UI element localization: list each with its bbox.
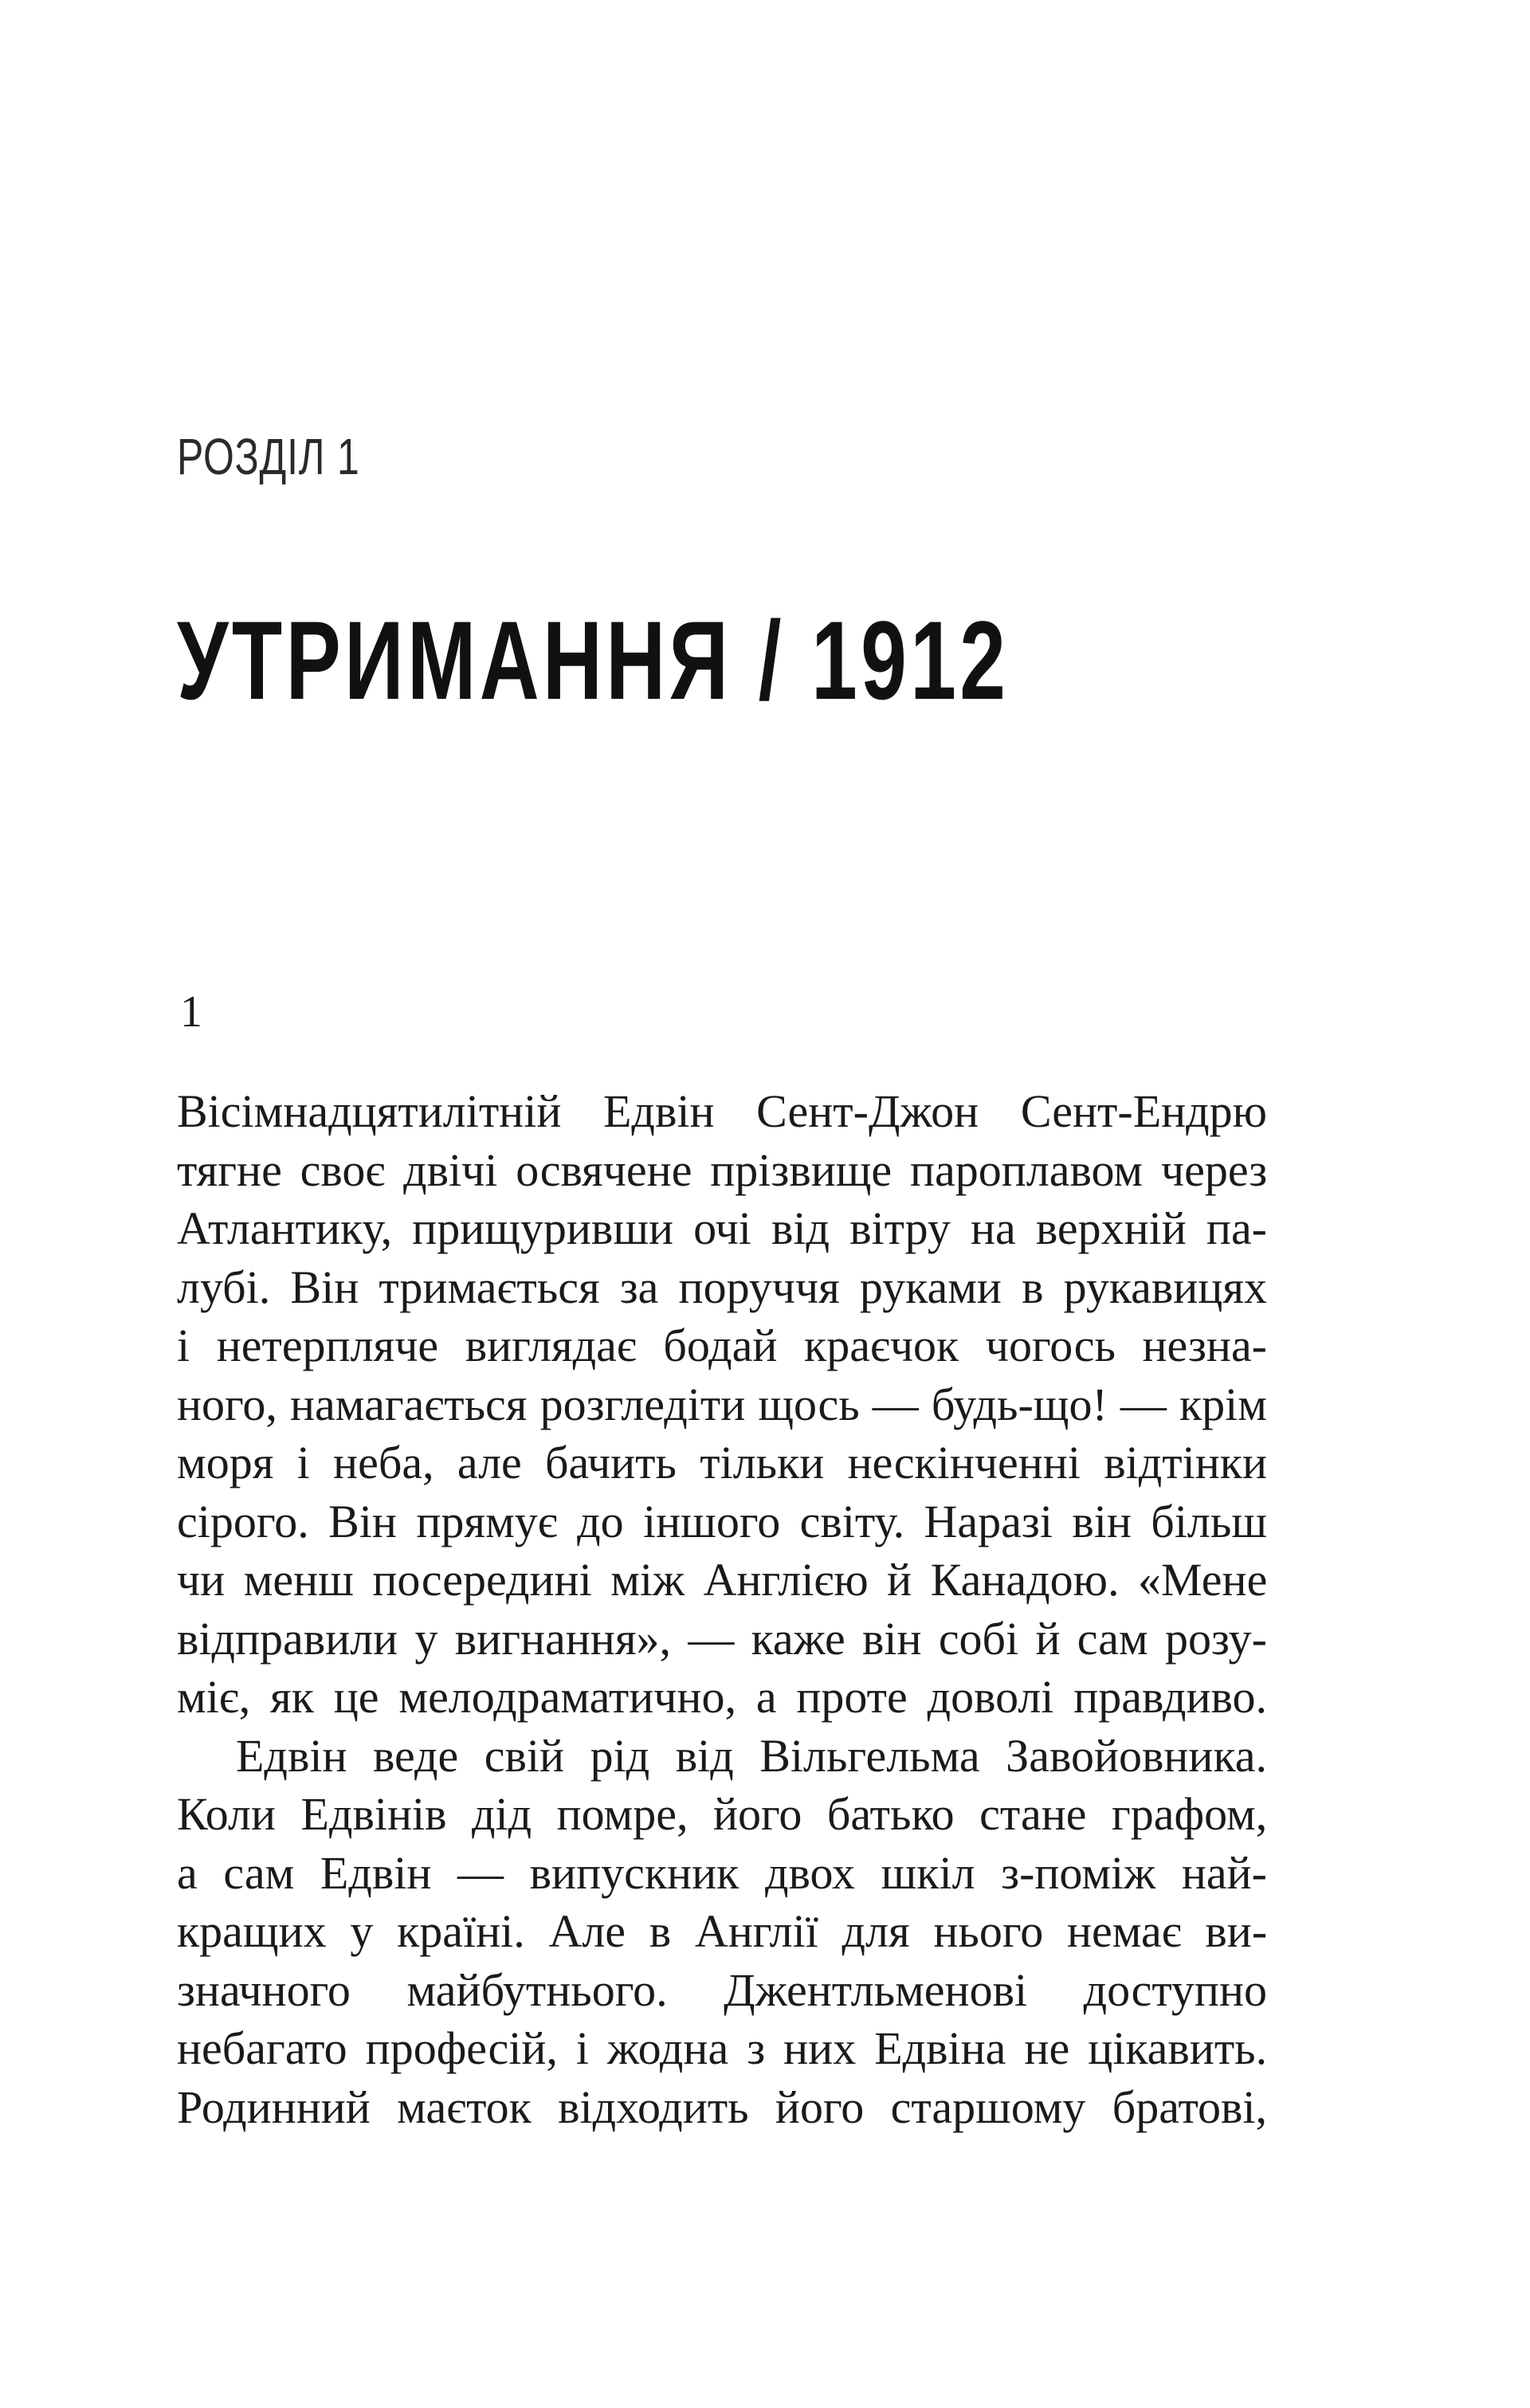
paragraph — [177, 1727, 1267, 2137]
text-line: лубі. Він тримається за поруччя руками в рукавицях — [177, 1261, 1267, 1313]
text-line: Родинний маєток відходить його старшому братові, — [177, 2081, 1268, 2133]
text-line: і нетерпляче виглядає бодай краєчок чогось незна- — [177, 1320, 1267, 1371]
text-line: тягне своє двічі освячене прізвище пароплавом через — [177, 1143, 1268, 1196]
text-line: Коли Едвінів дід помре, його батько стане графом, — [177, 1788, 1268, 1840]
chapter-label: РОЗДІЛ 1 — [177, 428, 360, 485]
section-number: 1 — [180, 987, 202, 1037]
text-line: кращих у країні. Але в Англії для нього немає ви- — [177, 1905, 1268, 1957]
paragraph — [177, 1082, 1267, 1727]
text-line: Атлантику, прищуривши очі від вітру на верхній па- — [177, 1202, 1267, 1254]
text-line: Едвін веде свій рід від Вільгельма Завойовника. — [236, 1729, 1267, 1782]
text-line: значного майбутнього. Джентльменові доступно — [177, 1963, 1267, 2016]
chapter-title: УТРИМАННЯ / 1912 — [177, 598, 1010, 723]
text-line: сірого. Він прямує до іншого світу. Наразі він більш — [177, 1495, 1267, 1547]
text-line: небагато професій, і жодна з них Едвіна не цікавить. — [177, 2022, 1268, 2074]
text-line: чи менш посередині між Англією й Канадою. «Мене — [177, 1554, 1268, 1606]
body-text — [177, 1082, 1267, 2136]
text-line: Вісімнадцятилітній Едвін Сент-Джон Сент-Ендрю — [177, 1085, 1267, 1137]
text-line: міє, як це мелодраматично, а проте доволі правдиво. — [177, 1671, 1267, 1723]
text-line: моря і неба, але бачить тільки нескінченні відтінки — [177, 1437, 1267, 1488]
text-line: відправили у вигнання», — каже він собі й сам розу- — [177, 1612, 1267, 1665]
text-line: ного, намагається розгледіти щось — будь-що! — крім — [177, 1378, 1267, 1430]
text-line: а сам Едвін — випускник двох шкіл з-поміж най- — [177, 1846, 1267, 1899]
